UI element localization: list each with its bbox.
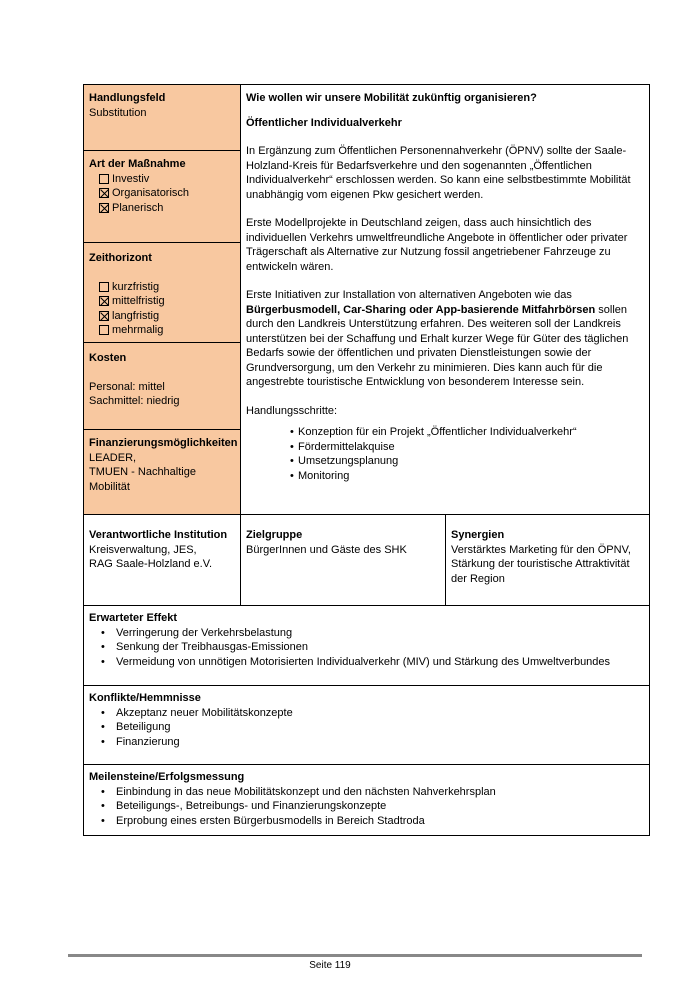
kosten-personal: Personal: mittel [89, 380, 165, 393]
description-cell [246, 91, 644, 483]
konflikte-list [89, 706, 645, 750]
list-item: • Fördermittelakquise [246, 440, 644, 455]
art-cell [89, 157, 237, 215]
divider [84, 342, 240, 343]
zeit-option-langfristig[interactable]: langfristig [89, 309, 237, 324]
footer-divider [68, 954, 642, 957]
list-item: • Vermeidung von unnötigen Motorisierten Individualverkehr (MIV) und Stärkung des Umweltverbundes [89, 655, 645, 670]
synergien-title: Synergien [451, 529, 505, 541]
synergien-cell [451, 528, 646, 586]
divider [84, 764, 649, 765]
finanzierung-line: Mobilität [89, 480, 130, 493]
list-item: • Beteiligungs-, Betreibungs- und Finanzierungskonzepte [89, 799, 645, 814]
verantwortlich-title: Verantwortliche Institution [89, 529, 228, 541]
steps-list [246, 425, 644, 483]
divider [84, 514, 649, 515]
konflikte-title: Konflikte/Hemmnisse [89, 692, 201, 704]
meilensteine-cell [89, 770, 645, 828]
main-paragraph-1: In Ergänzung zum Öffentlichen Personennahverkehr (ÖPNV) sollte der Saale-Holzland-Kreis für Bedarfsverkehre und den sogenannten „Öffentlichen Individualverkehr“ erschlossen werden. So kann eine selbstbestimmte Mobilität unabhängig vom eigenen Pkw gesichert werden. [246, 145, 631, 201]
zeithorizont-cell [89, 251, 237, 338]
divider [84, 605, 649, 606]
divider [84, 429, 240, 430]
divider [445, 514, 446, 605]
checkbox-checked-icon [99, 203, 109, 213]
divider [84, 150, 240, 151]
list-item: • Monitoring [246, 469, 644, 484]
zeit-option-mittelfristig[interactable]: mittelfristig [89, 294, 237, 309]
finanzierung-line: LEADER, [89, 451, 137, 464]
finanzierung-title: Finanzierungsmöglichkeiten [89, 437, 238, 449]
verantwortlich-line: RAG Saale-Holzland e.V. [89, 558, 213, 570]
checkbox-checked-icon [99, 296, 109, 306]
list-item: • Konzeption für ein Projekt „Öffentlicher Individualverkehr“ [246, 425, 644, 440]
handlungsfeld-title: Handlungsfeld [89, 92, 166, 104]
checkbox-checked-icon [99, 311, 109, 321]
handlungsfeld-value: Substitution [89, 106, 147, 119]
list-item: • Einbindung in das neue Mobilitätskonzept und den nächsten Nahverkehrsplan [89, 785, 645, 800]
divider [84, 242, 240, 243]
verantwortlich-line: Kreisverwaltung, JES, [89, 543, 197, 556]
divider [84, 685, 649, 686]
finanzierung-cell [89, 436, 239, 494]
zeit-option-kurzfristig[interactable]: kurzfristig [89, 280, 237, 295]
effekt-list [89, 626, 645, 670]
effekt-cell [89, 611, 645, 669]
art-option-planerisch[interactable]: Planerisch [89, 201, 237, 216]
synergien-value: Verstärktes Marketing für den ÖPNV, Stärkung der touristische Attraktivität der Region [451, 543, 631, 585]
list-item: • Senkung der Treibhausgas-Emissionen [89, 640, 645, 655]
list-item: • Umsetzungsplanung [246, 454, 644, 469]
main-paragraph-2: Erste Modellprojekte in Deutschland zeigen, dass auch hinsichtlich des individuellen Verkehrs umweltfreundliche Angebote in öffentlicher oder privater Trägerschaft als Alternative zur Nutzung fossil angetriebener Fahrzeuge zu entwickeln wären. [246, 217, 628, 273]
meilensteine-list [89, 785, 645, 829]
meilensteine-title: Meilensteine/Erfolgsmessung [89, 771, 245, 783]
zeithorizont-title: Zeithorizont [89, 252, 152, 264]
kosten-cell [89, 351, 237, 409]
kosten-sachmittel: Sachmittel: niedrig [89, 395, 180, 407]
list-item: • Erprobung eines ersten Bürgerbusmodells in Bereich Stadtroda [89, 814, 645, 829]
list-item: • Verringerung der Verkehrsbelastung [89, 626, 645, 641]
page-number: Seite 119 [309, 960, 351, 971]
main-paragraph-3: Erste Initiativen zur Installation von alternativen Angeboten wie das Bürgerbusmodell, Car-Sharing oder App-basierende Mitfahrbörsen sollen durch den Landkreis Unterstützung erfahren. Des weiteren soll der Landkreis unterstützen bei der Schaffung und Erhalt kurzer Wege für Güter des täglichen Bedarfs sowie der öffentlichen und privaten Dienstleistungen sowie der Grundversorgung, um den Verkehr zu minimieren. Dies kann auch für die angestrebte touristische Entwicklung von besonderem Interesse sein. [246, 289, 629, 388]
handlungsfeld-cell [89, 91, 237, 120]
list-item: • Finanzierung [89, 735, 645, 750]
zielgruppe-cell [246, 528, 441, 557]
list-item: • Beteiligung [89, 720, 645, 735]
art-option-investiv[interactable]: Investiv [89, 172, 237, 187]
main-question: Wie wollen wir unsere Mobilität zukünftig organisieren? [246, 92, 537, 104]
art-option-organisatorisch[interactable]: Organisatorisch [89, 186, 237, 201]
art-title: Art der Maßnahme [89, 158, 186, 170]
steps-title: Handlungsschritte: [246, 404, 338, 417]
kosten-title: Kosten [89, 352, 127, 364]
main-subtitle: Öffentlicher Individualverkehr [246, 116, 402, 129]
list-item: • Akzeptanz neuer Mobilitätskonzepte [89, 706, 645, 721]
zielgruppe-title: Zielgruppe [246, 529, 303, 541]
verantwortlich-cell [89, 528, 237, 572]
zeit-option-mehrmalig[interactable]: mehrmalig [89, 323, 237, 338]
effekt-title: Erwarteter Effekt [89, 612, 178, 624]
checkbox-unchecked-icon [99, 282, 109, 292]
checkbox-unchecked-icon [99, 325, 109, 335]
konflikte-cell [89, 691, 645, 749]
finanzierung-line: TMUEN - Nachhaltige [89, 466, 196, 478]
checkbox-checked-icon [99, 188, 109, 198]
divider [240, 85, 241, 605]
zielgruppe-value: BürgerInnen und Gäste des SHK [246, 543, 407, 556]
checkbox-unchecked-icon [99, 174, 109, 184]
